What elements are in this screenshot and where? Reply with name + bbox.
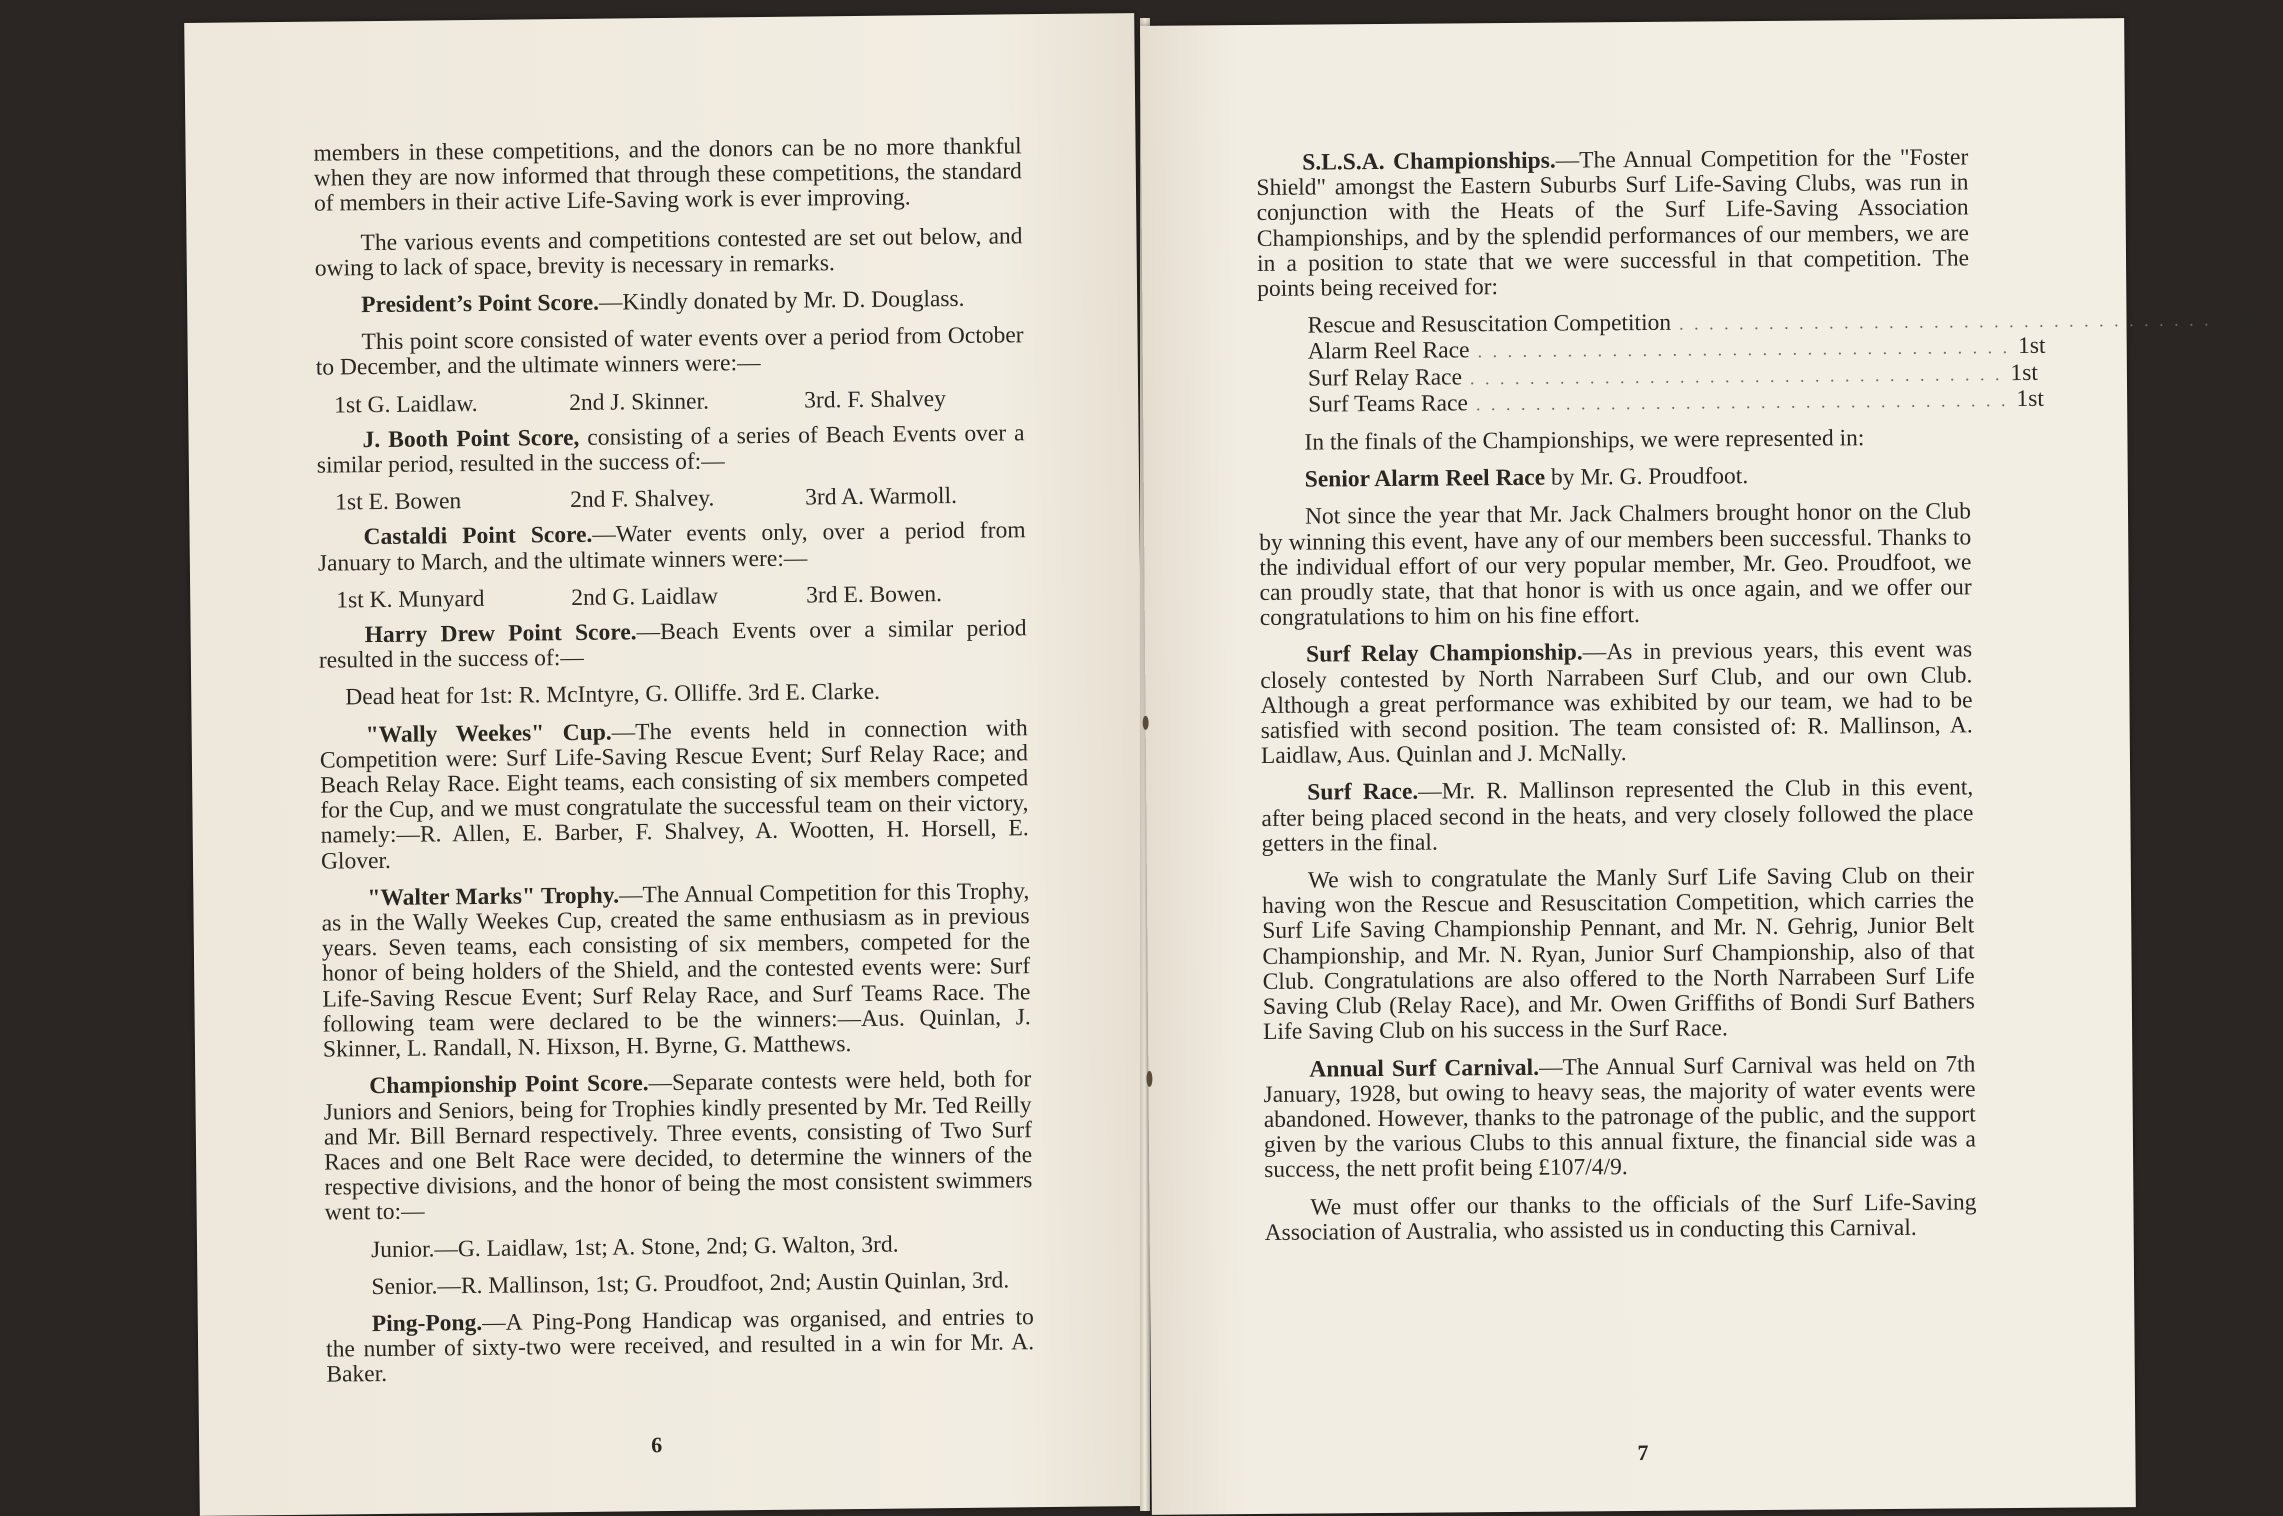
place-third: 3rd E. Bowen. — [806, 580, 943, 609]
place-first: 1st E. Bowen — [335, 488, 462, 516]
drew-point-score-text: —Beach Events over a similar period resulted in the success of:— — [318, 615, 1027, 674]
leader-dots: . . . . . . . . . . . . . . . . . . . . . . . . . . . . . . . . . . . . — [1475, 389, 2009, 415]
result-place: 1st — [2010, 359, 2038, 386]
castaldi-point-score-heading: Castaldi Point Score. — [363, 522, 593, 551]
left-page-text — [313, 134, 1034, 1400]
results-row — [1307, 359, 2038, 392]
senior-alarm-heading: Senior Alarm Reel Race — [1304, 464, 1546, 493]
page-number-left: 6 — [650, 1432, 663, 1458]
surf-race-heading: Surf Race. — [1307, 779, 1419, 807]
leader-dots: . . . . . . . . . . . . . . . . . . . . . . . . . . . . . . . . . . . . — [1469, 363, 2003, 388]
right-page-text — [1256, 144, 2255, 1257]
presidents-point-score-paragraph — [315, 286, 1023, 319]
result-event: Alarm Reel Race — [1307, 337, 1470, 366]
weekes-cup-text: —The events held in connection with Competition were: Surf Life-Saving Rescue Event; Surf Relay Race; and Beach Relay Race. Eight teams, each consisting of six members competed for the Cup, and we must congratulate the successful team on their victory, namely:—R. Allen, E. Barber, F. Shalvey, A. Wootten, H. Horsell, E. Glover. — [319, 714, 1029, 875]
surf-relay-paragraph — [1260, 638, 1973, 770]
congratulations-paragraph: We wish to congratulate the Manly Surf Life Saving Club on their having won the Rescue and Resuscitation Competition, which carries the Surf Life Saving Championship Pennant, and Mr. N. Gehrig, Junior Belt Championship, and Mr. N. Ryan, Junior Surf Championship, also of that Club. Congratulations are also offered to the North Narrabeen Surf Life Saving Club (Relay Race), and Mr. Owen Griffiths of Bondi Surf Bathers Life Saving Club on his success in the Surf Race. — [1261, 862, 1975, 1046]
presidents-point-score-detail: This point score consisted of water events over a period from October to December, and the ultimate winners were:— — [315, 322, 1024, 382]
paper-speck — [1146, 1071, 1152, 1087]
place-second: 2nd J. Skinner. — [569, 388, 710, 416]
leader-dots: . . . . . . . . . . . . . . . . . . . . . . . . . . . . . . . . . . . . — [1678, 309, 2212, 334]
page-number-right: 7 — [1637, 1439, 1649, 1466]
surf-carnival-text: —The Annual Surf Carnival was held on 7th January, 1928, but owing to heavy seas, the majority of water events were abandoned. However, thanks to the patronage of the public, and the support given by the various Clubs to this annual fixture, the financial side was a success, the nett profit being £107/4/9. — [1263, 1050, 1977, 1184]
marks-trophy-paragraph — [321, 879, 1031, 1063]
presidents-point-score-text: —Kindly donated by Mr. D. Douglass. — [598, 285, 965, 316]
result-event: Surf Teams Race — [1308, 390, 1469, 418]
results-row — [1307, 305, 2255, 340]
surf-carnival-paragraph — [1263, 1052, 1976, 1184]
ping-pong-text: —A Ping-Pong Handicap was organised, and entries to the number of sixty-two were received, and resulted in a win for Mr. A. Baker. — [325, 1304, 1035, 1388]
results-row — [1308, 385, 2044, 418]
place-third: 3rd. F. Shalvey — [804, 385, 947, 414]
results-row — [1307, 333, 2046, 366]
championship-point-score-heading: Championship Point Score. — [369, 1070, 649, 1100]
place-first: 1st G. Laidlaw. — [334, 390, 478, 419]
castaldi-point-score-places — [318, 581, 1026, 614]
presidents-point-score-heading: President’s Point Score. — [361, 289, 600, 319]
leader-dots: . . . . . . . . . . . . . . . . . . . . . . . . . . . . . . . . . . . . — [1477, 337, 2011, 362]
slsa-championships-text: —The Annual Competition for the "Foster Shield" amongst the Eastern Suburbs Surf Life-Saving Clubs, was run in conjunction with the Heats of the Surf Life-Saving Association Championships, and by the splendid performances of our members, we are in a position to state that we were successful in that competition. The points being received for: — [1256, 144, 1970, 302]
result-event: Rescue and Resuscitation Competition — [1307, 309, 1672, 339]
thanks-paragraph: We must offer our thanks to the officials of the Surf Life-Saving Association of Australia, who assisted us in conducting this Carnival. — [1264, 1188, 1977, 1246]
slsa-championships-heading: S.L.S.A. Championships. — [1302, 147, 1556, 176]
intro-paragraph: members in these competitions, and the donors can be no more thankful when they are now informed that through these competitions, the standard of members in their active Life-Saving work is ever improving. — [313, 133, 1022, 218]
left-page — [184, 13, 1150, 1516]
drew-point-score-result: Dead heat for 1st: R. McIntyre, G. Olliffe. 3rd E. Clarke. — [345, 679, 881, 711]
presidents-point-score-places — [316, 386, 1024, 419]
result-place: 1st — [2017, 333, 2046, 360]
senior-results: Senior.—R. Mallinson, 1st; G. Proudfoot, 2nd; Austin Quinlan, 3rd. — [371, 1267, 1010, 1300]
surf-relay-text: —As in previous years, this event was closely contested by North Narrabeen Surf Club, and our own Club. Although a great performance was exhibited by our team, we had to be satisfied with second position. The team consisted of: R. Mallinson, A. Laidlaw, Aus. Quinlan and J. McNally. — [1260, 636, 1973, 770]
booth-point-score-paragraph — [316, 421, 1024, 479]
points-results-list — [1307, 305, 2255, 419]
ping-pong-paragraph — [326, 1305, 1035, 1388]
championship-point-score-text: —Separate contests were held, both for Juniors and Seniors, being for Trophies kindly presented by Mr. Ted Reilly and Mr. Bill Bernard respectively. Three events, consisting of Two Surf Races and one Belt Race were decided, to determine the winners of the respective divisions, and the honor of being the most consistent swimmers went to:— — [323, 1066, 1033, 1226]
senior-alarm-text: by Mr. G. Proudfoot. — [1545, 463, 1749, 491]
events-intro-paragraph: The various events and competitions contested are set out below, and owing to lack of space, brevity is necessary in remarks. — [314, 222, 1023, 282]
result-place: 1st — [2016, 385, 2044, 412]
result-place: 2nd — [2219, 305, 2255, 332]
finals-paragraph: In the finals of the Championships, we were represented in: — [1304, 425, 1865, 456]
castaldi-point-score-text: —Water events only, over a period from January to March, and the ultimate winners were:— — [317, 517, 1026, 577]
slsa-championships-paragraph — [1256, 145, 1969, 302]
junior-results: Junior.—G. Laidlaw, 1st; A. Stone, 2nd; G. Walton, 3rd. — [370, 1231, 899, 1263]
booth-point-score-places — [317, 483, 1025, 516]
weekes-cup-heading: "Wally Weekes" Cup. — [365, 719, 612, 748]
marks-trophy-heading: "Walter Marks" Trophy. — [367, 882, 620, 912]
booth-point-score-text: consisting of a series of Beach Events over a similar period, resulted in the success of:— — [316, 420, 1025, 479]
paper-speck — [1143, 716, 1149, 730]
result-event: Surf Relay Race — [1307, 363, 1463, 392]
surf-relay-heading: Surf Relay Championship. — [1306, 639, 1583, 669]
chalmers-paragraph: Not since the year that Mr. Jack Chalmers brought honor on the Club by winning this event, have any of our members been successful. Thanks to the individual effort of our very popular member, Mr. Geo. Proudfoot, we can proudly state, that that honor is with us once again, and we offer our congratulations to him on his fine effort. — [1259, 498, 1972, 632]
drew-point-score-paragraph — [319, 616, 1027, 674]
marks-trophy-text: —The Annual Competition for this Trophy, as in the Wally Weekes Cup, created the same enthusiasm as in previous years. Seven teams, each consisting of six members, competed for the honor of being holders of the Shield, and the contested events were: Surf Life-Saving Rescue Event; Surf Relay Race, and Surf Teams Race. The following team were declared to be the winners:—Aus. Quinlan, J. Skinner, L. Randall, N. Hixson, H. Byrne, G. Matthews. — [321, 878, 1031, 1063]
castaldi-point-score-paragraph — [317, 519, 1025, 577]
championship-point-score-paragraph — [323, 1067, 1033, 1226]
place-third: 3rd A. Warmoll. — [805, 483, 958, 511]
senior-alarm-paragraph — [1259, 463, 1971, 494]
surf-race-text: —Mr. R. Mallinson represented the Club in this event, after being placed second in the heats, and very closely followed the place getters in the final. — [1261, 774, 1974, 857]
weekes-cup-paragraph — [320, 716, 1030, 875]
surf-race-paragraph — [1261, 776, 1974, 857]
drew-point-score-heading: Harry Drew Point Score. — [364, 619, 637, 649]
ping-pong-heading: Ping-Pong. — [371, 1309, 483, 1338]
right-page — [1140, 18, 2255, 1515]
place-second: 2nd F. Shalvey. — [570, 485, 715, 514]
place-second: 2nd G. Laidlaw — [571, 583, 719, 611]
booth-point-score-heading: J. Booth Point Score, — [362, 424, 580, 453]
place-first: 1st K. Munyard — [336, 585, 485, 614]
surf-carnival-heading: Annual Surf Carnival. — [1309, 1054, 1540, 1083]
